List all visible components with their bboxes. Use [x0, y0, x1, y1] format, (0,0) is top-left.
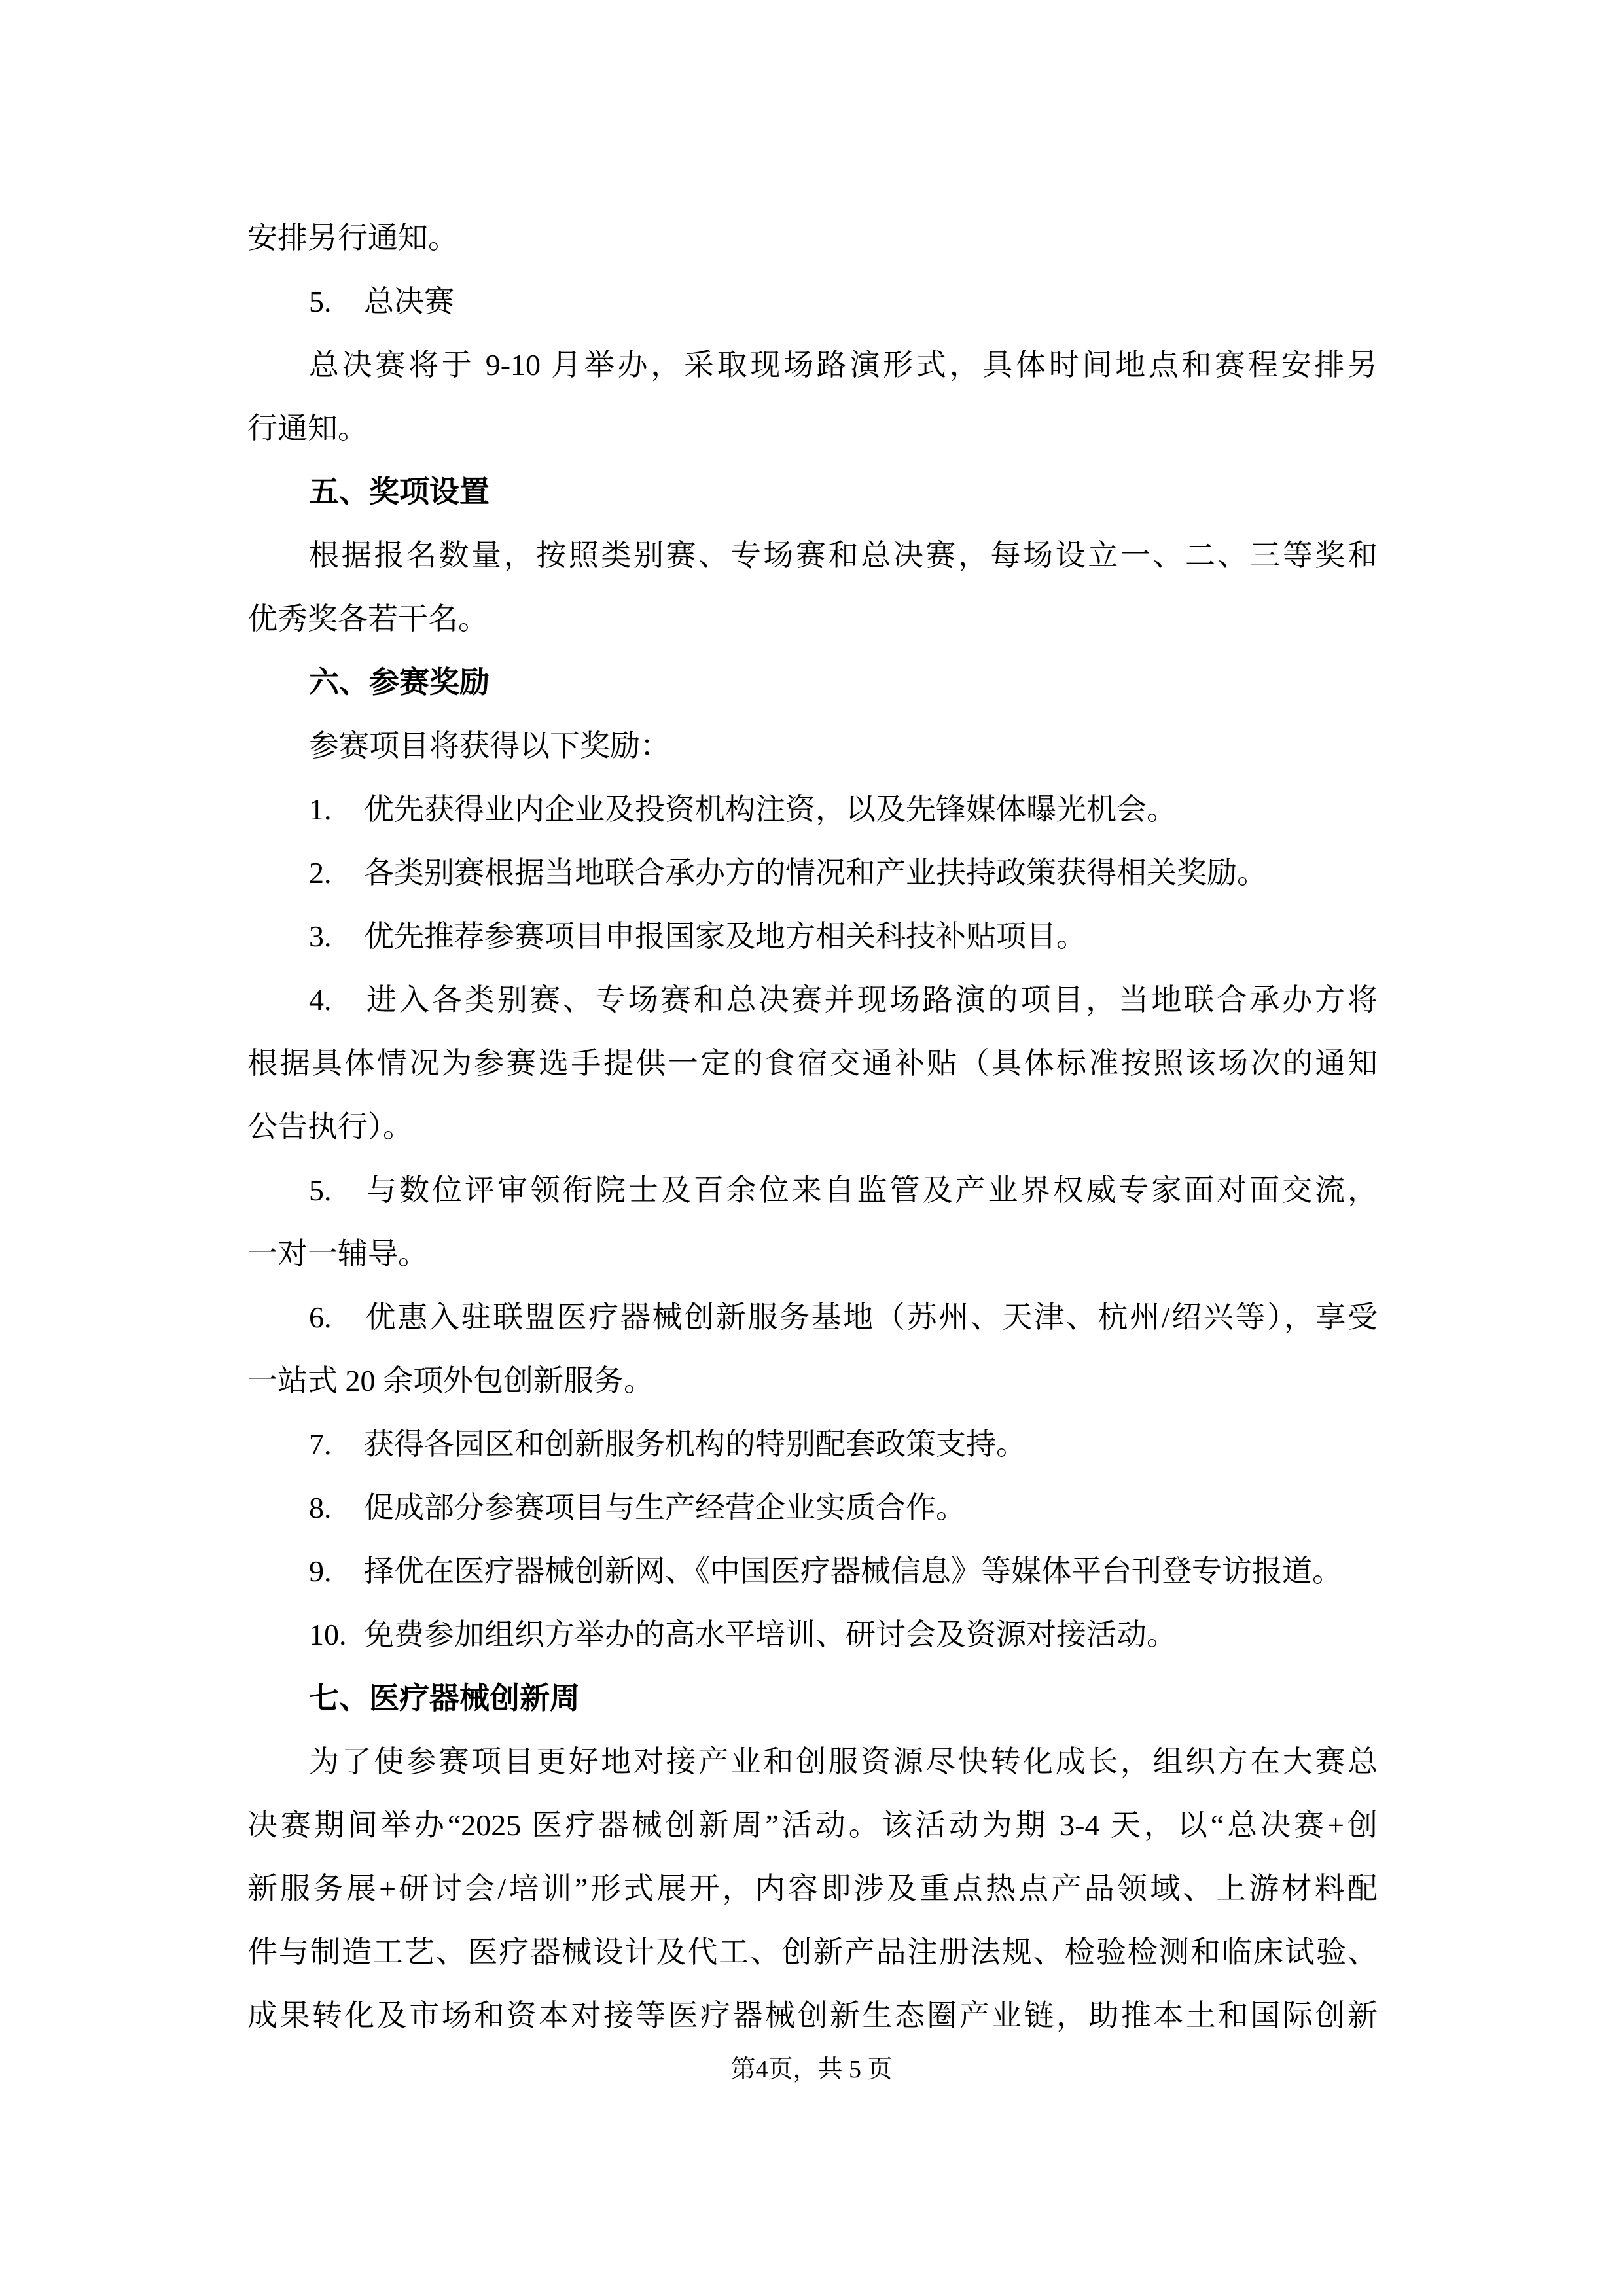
list-item-text: 与数位评审领衔院士及百余位来自监管及产业界权威专家面对面交流，	[364, 1174, 1378, 1207]
list-item-number: 2.	[309, 856, 332, 889]
list-item	[247, 905, 1378, 968]
list-item	[247, 1412, 1378, 1476]
section-heading: 五、奖项设置	[309, 475, 490, 509]
list-item-text: 总决赛	[364, 285, 454, 318]
list-item	[247, 1539, 1378, 1603]
list-item-text: 各类别赛根据当地联合承办方的情况和产业扶持政策获得相关奖励。	[364, 856, 1267, 889]
text-line: 一站式 20 余项外包创新服务。	[247, 1364, 654, 1397]
text-line: 优秀奖各若干名。	[247, 602, 488, 636]
list-item	[247, 1603, 1378, 1666]
text-line: 根据具体情况为参赛选手提供一定的食宿交通补贴（具体标准按照该场次的通知	[247, 1047, 1378, 1080]
text-line: 根据报名数量，按照类别赛、专场赛和总决赛，每场设立一、二、三等奖和	[309, 539, 1378, 572]
list-item	[247, 778, 1378, 841]
list-item-text: 优惠入驻联盟医疗器械创新服务基地（苏州、天津、杭州/绍兴等），享受	[364, 1300, 1378, 1334]
list-item-text: 获得各园区和创新服务机构的特别配套政策支持。	[364, 1427, 1026, 1461]
list-item-number: 1.	[309, 793, 332, 826]
text-line: 新服务展+研讨会/培训”形式展开，内容即涉及重点热点产品领域、上游材料配	[247, 1872, 1378, 1905]
list-item	[247, 1158, 1378, 1222]
page-number-text: 第4页，共 5 页	[730, 2056, 893, 2083]
section-heading: 六、参赛奖励	[309, 665, 490, 699]
list-item-text: 优先获得业内企业及投资机构注资，以及先锋媒体曝光机会。	[364, 793, 1177, 826]
text-line: 成果转化及市场和资本对接等医疗器械创新生态圈产业链，助推本土和国际创新	[247, 1999, 1378, 2032]
page-footer	[0, 2054, 1623, 2085]
list-item	[247, 270, 1378, 333]
list-item-number: 10.	[309, 1618, 347, 1651]
list-item-number: 5.	[309, 285, 332, 318]
text-line: 件与制造工艺、医疗器械设计及代工、创新产品注册法规、检验检测和临床试验、	[247, 1935, 1378, 1969]
text-line: 总决赛将于 9-10 月举办，采取现场路演形式，具体时间地点和赛程安排另	[309, 348, 1378, 382]
document-body	[247, 206, 1378, 2047]
list-item	[247, 1285, 1378, 1349]
section-heading: 七、医疗器械创新周	[309, 1681, 580, 1715]
list-item-number: 4.	[309, 983, 332, 1016]
list-item-number: 6.	[309, 1300, 332, 1334]
list-item-number: 9.	[309, 1554, 332, 1588]
list-item-text: 免费参加组织方举办的高水平培训、研讨会及资源对接活动。	[364, 1618, 1177, 1651]
text-line: 一对一辅导。	[247, 1237, 428, 1270]
list-item-text: 择优在医疗器械创新网、《中国医疗器械信息》等媒体平台刊登专访报道。	[364, 1554, 1342, 1588]
list-item	[247, 841, 1378, 905]
list-item	[247, 1476, 1378, 1539]
text-line: 决赛期间举办“2025 医疗器械创新周”活动。该活动为期 3-4 天，以“总决赛+创	[247, 1808, 1378, 1842]
text-line: 安排另行通知。	[247, 221, 458, 255]
list-item	[247, 968, 1378, 1031]
list-item-number: 7.	[309, 1427, 332, 1461]
list-item-text: 促成部分参赛项目与生产经营企业实质合作。	[364, 1491, 966, 1524]
text-line: 行通知。	[247, 412, 368, 445]
list-item-number: 5.	[309, 1174, 332, 1207]
text-line: 为了使参赛项目更好地对接产业和创服资源尽快转化成长，组织方在大赛总	[309, 1745, 1378, 1778]
list-item-number: 3.	[309, 920, 332, 953]
list-item-text: 优先推荐参赛项目申报国家及地方相关科技补贴项目。	[364, 920, 1086, 953]
list-item-text: 进入各类别赛、专场赛和总决赛并现场路演的项目，当地联合承办方将	[364, 983, 1378, 1016]
text-line: 公告执行）。	[247, 1110, 413, 1143]
text-line: 参赛项目将获得以下奖励：	[309, 729, 670, 762]
list-item-number: 8.	[309, 1491, 332, 1524]
